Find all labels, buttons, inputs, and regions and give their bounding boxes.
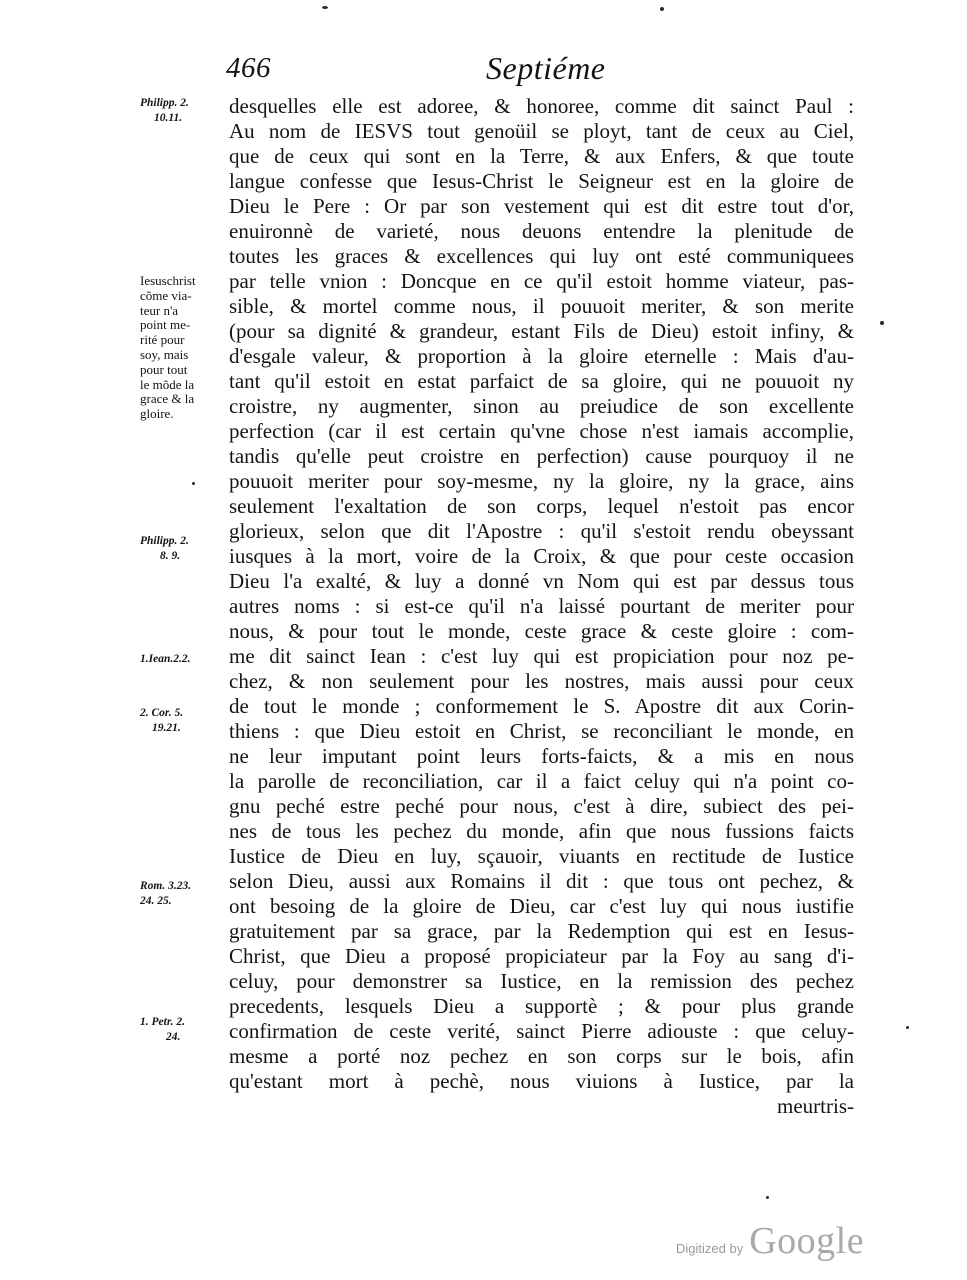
scan-speck: [192, 482, 195, 485]
margin-ref-petr-2-24: 1. Petr. 2. 24.: [140, 1016, 186, 1043]
text-line: par telle vnion : Doncque en ce qu'il estoit homme viateur, pas-: [229, 269, 854, 293]
text-line: nes de tous les pechez du monde, afin que nous fussions faicts: [229, 819, 854, 843]
text-line: confirmation de ceste verité, sainct Pierre adiouste : que celuy-: [229, 1019, 854, 1043]
text-line: Christ, que Dieu a proposé propiciateur par la Foy au sang d'i-: [229, 944, 854, 968]
text-line: qu'estant mort à pechè, nous viuions à Iustice, par la: [229, 1069, 854, 1093]
text-line: desquelles elle est adoree, & honoree, comme dit sainct Paul :: [229, 94, 854, 118]
text-line: Au nom de IESVS tout genoüil se ployt, tant de ceux au Ciel,: [229, 119, 854, 143]
digitized-by-label: Digitized by: [676, 1241, 744, 1256]
text-line: thiens : que Dieu estoit en Christ, se reconciliant le monde, en: [229, 719, 854, 743]
margin-ref-rom-3-23: Rom. 3.23. 24. 25.: [140, 880, 192, 907]
text-line: gnu peché estre peché pour nous, c'est à dire, subiect des pei-: [229, 794, 854, 818]
text-line: me dit sainct Iean : c'est luy qui est propiciation pour noz pe-: [229, 644, 854, 668]
text-line: Dieu l'a exalté, & luy a donné vn Nom qui est par dessus tous: [229, 569, 854, 593]
text-line: tant qu'il estoit en estat parfaict de sa gloire, qui ne pouuoit ny: [229, 369, 854, 393]
text-line: la parolle de reconciliation, car il a faict celuy qui n'a point co-: [229, 769, 854, 793]
text-line: de tout le monde ; conformement le S. Apostre dit aux Corin-: [229, 694, 854, 718]
text-line: seulement l'exaltation de son corps, lequel n'estoit pas encor: [229, 494, 854, 518]
text-line: autres noms : si est-ce qu'il n'a laissé pourtant de meriter pour: [229, 594, 854, 618]
scan-speck: [322, 6, 328, 9]
margin-ref-philipp-2-8: Philipp. 2. 8. 9.: [140, 535, 189, 562]
text-line: Iustice de Dieu en luy, sçauoir, viuants en rectitude de Iustice: [229, 844, 854, 868]
text-line: selon Dieu, aussi aux Romains il dit : que tous ont pechez, &: [229, 869, 854, 893]
text-line: gratuitement par sa grace, par la Redemption qui est en Iesus-: [229, 919, 854, 943]
text-line: precedents, lesquels Dieu a supportè ; & pour plus grande: [229, 994, 854, 1018]
text-line: tandis qu'elle peut croistre en perfection) cause pourquoy il ne: [229, 444, 854, 468]
text-line: iusques à la mort, voire de la Croix, & que pour ceste occasion: [229, 544, 854, 568]
text-line: chez, & non seulement pour les nostres, mais aussi pour ceux: [229, 669, 854, 693]
scan-speck: [880, 321, 884, 325]
scan-speck: [766, 1196, 769, 1199]
text-line: pouuoit meriter pour soy-mesme, ny la gloire, ny la grace, ains: [229, 469, 854, 493]
text-line: sible, & mortel comme nous, il pouuoit meriter, & son merite: [229, 294, 854, 318]
running-title: Septiéme: [486, 50, 606, 86]
text-line: d'esgale valeur, & proportion à la gloire eternelle : Mais d'au-: [229, 344, 854, 368]
margin-ref-philipp-2-10: Philipp. 2. 10.11.: [140, 97, 189, 124]
text-line: mesme a porté noz pechez en son corps sur le bois, afin: [229, 1044, 854, 1068]
text-line: croistre, ny augmenter, sinon au preiudice de son excellente: [229, 394, 854, 418]
text-line: nous, & pour tout le monde, ceste grace & ceste gloire : com-: [229, 619, 854, 643]
digitized-watermark: [676, 1219, 864, 1263]
text-line: glorieux, selon que dit l'Apostre : qu'il s'estoit rendu obeyssant: [229, 519, 854, 543]
google-logo: Google: [749, 1220, 865, 1262]
text-line: que de ceux qui sont en la Terre, & aux Enfers, & que toute: [229, 144, 854, 168]
margin-note: Iesuschrist cõme via- teur n'a point me- rité pour soy, mais pour tout le mõde la grace & la gloire.: [140, 273, 196, 422]
text-line: ont besoing de la gloire de Dieu, car c'est luy qui nous iustifie: [229, 894, 854, 918]
text-line: ne leur imputant point leurs forts-faicts, & a mis en nous: [229, 744, 854, 768]
text-line: (pour sa dignité & grandeur, estant Fils de Dieu) estoit infiny, &: [229, 319, 854, 343]
text-line: perfection (car il est certain qu'vne chose n'est iamais accomplie,: [229, 419, 854, 443]
scan-speck: [660, 7, 664, 11]
catchword: meurtris-: [777, 1094, 854, 1118]
margin-ref-iean-2-2: 1.Iean.2.2.: [140, 653, 191, 665]
page-number: 466: [226, 52, 271, 84]
text-line: toutes les graces & excellences qui luy ont esté communiquees: [229, 244, 854, 268]
text-line: enuironnè de varieté, nous deuons entendre la plenitude de: [229, 219, 854, 243]
margin-ref-cor-5-19: 2. Cor. 5. 19.21.: [140, 707, 184, 734]
text-line: langue confesse que Iesus-Christ le Seigneur est en la gloire de: [229, 169, 854, 193]
scan-speck: [906, 1026, 909, 1029]
text-line: Dieu le Pere : Or par son vestement qui est dit estre tout d'or,: [229, 194, 854, 218]
text-line: celuy, pour demonstrer sa Iustice, en la remission des pechez: [229, 969, 854, 993]
